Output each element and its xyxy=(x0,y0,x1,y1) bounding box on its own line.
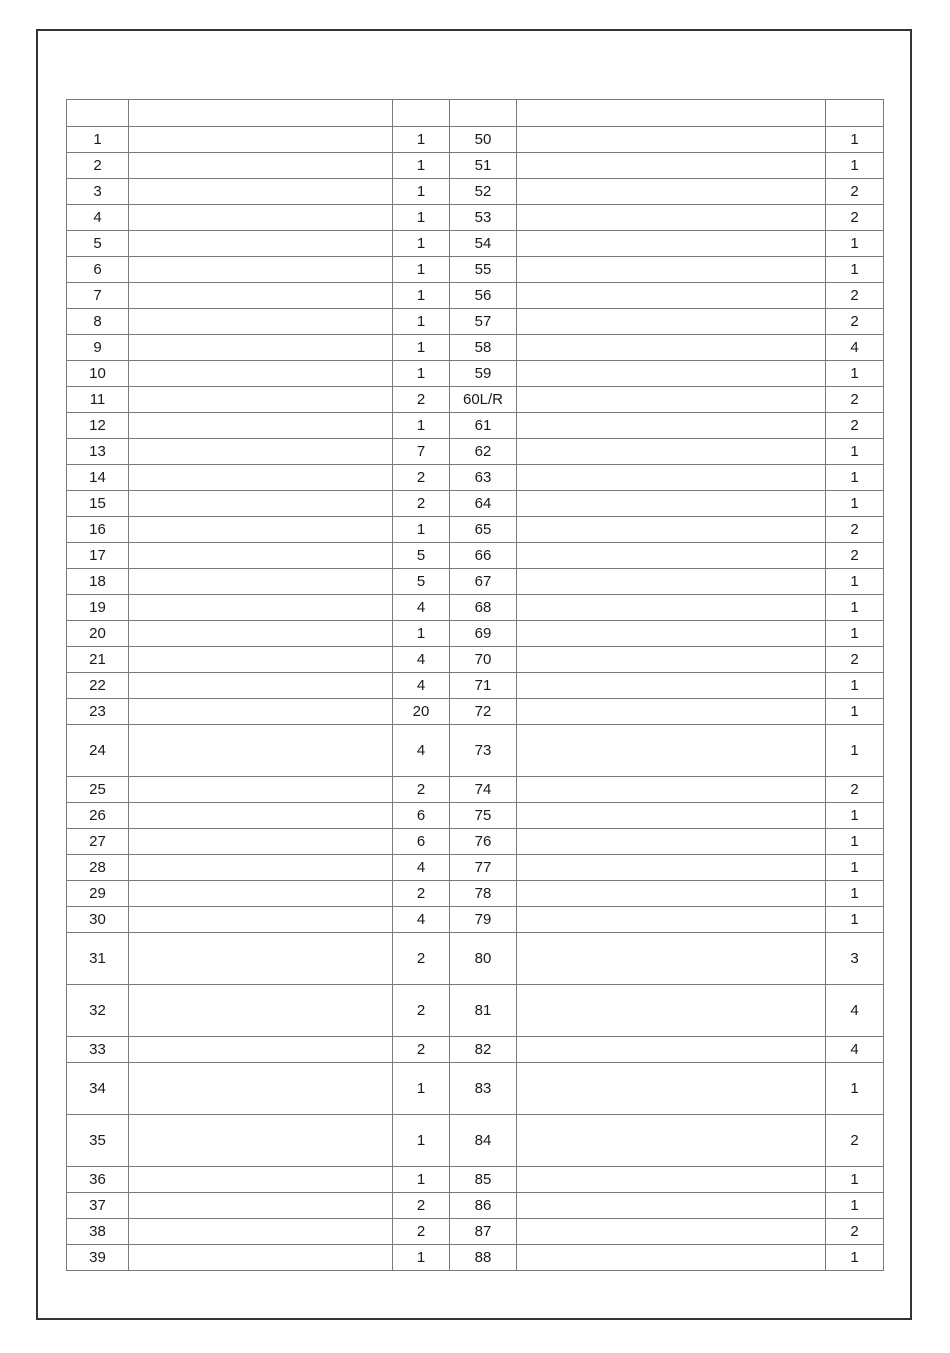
quantity-cell: 1 xyxy=(393,257,450,283)
description-cell xyxy=(517,569,826,595)
quantity-cell: 2 xyxy=(393,777,450,803)
quantity-cell: 4 xyxy=(393,673,450,699)
part-number-cell: 26 xyxy=(67,803,129,829)
part-number-cell: 69 xyxy=(450,621,517,647)
table-row xyxy=(67,907,884,933)
description-cell xyxy=(517,595,826,621)
part-number-cell: 20 xyxy=(67,621,129,647)
table-row xyxy=(67,1115,884,1167)
description-cell xyxy=(517,1219,826,1245)
description-cell xyxy=(129,699,393,725)
table-row xyxy=(67,777,884,803)
description-cell xyxy=(517,647,826,673)
description-cell xyxy=(129,1063,393,1115)
description-cell xyxy=(129,465,393,491)
header-cell-qty-1 xyxy=(393,100,450,127)
part-number-cell: 12 xyxy=(67,413,129,439)
table-row xyxy=(67,413,884,439)
part-number-cell: 83 xyxy=(450,1063,517,1115)
description-cell xyxy=(517,777,826,803)
quantity-cell: 1 xyxy=(393,1115,450,1167)
part-number-cell: 9 xyxy=(67,335,129,361)
table-row xyxy=(67,855,884,881)
quantity-cell: 6 xyxy=(393,803,450,829)
table-row xyxy=(67,725,884,777)
part-number-cell: 8 xyxy=(67,309,129,335)
description-cell xyxy=(517,439,826,465)
quantity-cell: 1 xyxy=(826,127,884,153)
part-number-cell: 36 xyxy=(67,1167,129,1193)
quantity-cell: 2 xyxy=(826,777,884,803)
part-number-cell: 17 xyxy=(67,543,129,569)
quantity-cell: 2 xyxy=(826,1115,884,1167)
part-number-cell: 72 xyxy=(450,699,517,725)
quantity-cell: 1 xyxy=(393,335,450,361)
table-row xyxy=(67,335,884,361)
description-cell xyxy=(129,491,393,517)
part-number-cell: 38 xyxy=(67,1219,129,1245)
description-cell xyxy=(129,439,393,465)
quantity-cell: 5 xyxy=(393,543,450,569)
quantity-cell: 1 xyxy=(826,621,884,647)
table-row xyxy=(67,283,884,309)
table-row xyxy=(67,985,884,1037)
part-number-cell: 28 xyxy=(67,855,129,881)
quantity-cell: 1 xyxy=(393,205,450,231)
quantity-cell: 1 xyxy=(393,309,450,335)
quantity-cell: 1 xyxy=(393,413,450,439)
quantity-cell: 2 xyxy=(393,881,450,907)
description-cell xyxy=(129,855,393,881)
description-cell xyxy=(517,855,826,881)
quantity-cell: 1 xyxy=(826,361,884,387)
part-number-cell: 21 xyxy=(67,647,129,673)
description-cell xyxy=(129,543,393,569)
quantity-cell: 4 xyxy=(393,907,450,933)
part-number-cell: 63 xyxy=(450,465,517,491)
part-number-cell: 14 xyxy=(67,465,129,491)
part-number-cell: 66 xyxy=(450,543,517,569)
part-number-cell: 68 xyxy=(450,595,517,621)
part-number-cell: 3 xyxy=(67,179,129,205)
description-cell xyxy=(129,725,393,777)
quantity-cell: 1 xyxy=(826,231,884,257)
table-row xyxy=(67,127,884,153)
table-row xyxy=(67,647,884,673)
description-cell xyxy=(517,1167,826,1193)
quantity-cell: 1 xyxy=(393,1167,450,1193)
part-number-cell: 33 xyxy=(67,1037,129,1063)
part-number-cell: 88 xyxy=(450,1245,517,1271)
quantity-cell: 1 xyxy=(826,569,884,595)
quantity-cell: 2 xyxy=(393,1193,450,1219)
description-cell xyxy=(129,595,393,621)
part-number-cell: 60L/R xyxy=(450,387,517,413)
description-cell xyxy=(129,1115,393,1167)
part-number-cell: 4 xyxy=(67,205,129,231)
description-cell xyxy=(517,985,826,1037)
description-cell xyxy=(129,777,393,803)
quantity-cell: 1 xyxy=(393,361,450,387)
description-cell xyxy=(517,1115,826,1167)
quantity-cell: 1 xyxy=(826,1063,884,1115)
description-cell xyxy=(129,881,393,907)
part-number-cell: 51 xyxy=(450,153,517,179)
header-cell-desc-1 xyxy=(129,100,393,127)
description-cell xyxy=(129,1167,393,1193)
quantity-cell: 1 xyxy=(393,1245,450,1271)
quantity-cell: 1 xyxy=(826,699,884,725)
part-number-cell: 76 xyxy=(450,829,517,855)
description-cell xyxy=(517,387,826,413)
table-row xyxy=(67,1037,884,1063)
table-row xyxy=(67,387,884,413)
description-cell xyxy=(517,881,826,907)
part-number-cell: 13 xyxy=(67,439,129,465)
table-row xyxy=(67,1193,884,1219)
header-cell-no-1 xyxy=(67,100,129,127)
quantity-cell: 1 xyxy=(826,1167,884,1193)
quantity-cell: 2 xyxy=(826,1219,884,1245)
quantity-cell: 2 xyxy=(393,491,450,517)
description-cell xyxy=(129,283,393,309)
quantity-cell: 2 xyxy=(826,283,884,309)
description-cell xyxy=(517,699,826,725)
quantity-cell: 4 xyxy=(393,595,450,621)
part-number-cell: 84 xyxy=(450,1115,517,1167)
table-row xyxy=(67,933,884,985)
part-number-cell: 67 xyxy=(450,569,517,595)
part-number-cell: 73 xyxy=(450,725,517,777)
description-cell xyxy=(517,1037,826,1063)
part-number-cell: 65 xyxy=(450,517,517,543)
quantity-cell: 7 xyxy=(393,439,450,465)
part-number-cell: 54 xyxy=(450,231,517,257)
part-number-cell: 34 xyxy=(67,1063,129,1115)
quantity-cell: 1 xyxy=(826,1193,884,1219)
description-cell xyxy=(129,933,393,985)
table-row xyxy=(67,361,884,387)
table-row xyxy=(67,465,884,491)
part-number-cell: 39 xyxy=(67,1245,129,1271)
quantity-cell: 1 xyxy=(393,179,450,205)
part-number-cell: 35 xyxy=(67,1115,129,1167)
description-cell xyxy=(129,907,393,933)
part-number-cell: 50 xyxy=(450,127,517,153)
description-cell xyxy=(129,361,393,387)
description-cell xyxy=(517,205,826,231)
description-cell xyxy=(129,205,393,231)
table-row xyxy=(67,439,884,465)
part-number-cell: 82 xyxy=(450,1037,517,1063)
quantity-cell: 1 xyxy=(826,595,884,621)
quantity-cell: 2 xyxy=(826,413,884,439)
part-number-cell: 5 xyxy=(67,231,129,257)
part-number-cell: 11 xyxy=(67,387,129,413)
quantity-cell: 2 xyxy=(826,309,884,335)
table-row xyxy=(67,1063,884,1115)
description-cell xyxy=(517,1063,826,1115)
quantity-cell: 2 xyxy=(393,933,450,985)
description-cell xyxy=(129,127,393,153)
description-cell xyxy=(129,309,393,335)
quantity-cell: 2 xyxy=(826,647,884,673)
quantity-cell: 2 xyxy=(826,205,884,231)
description-cell xyxy=(517,257,826,283)
header-cell-desc-2 xyxy=(517,100,826,127)
description-cell xyxy=(129,1037,393,1063)
description-cell xyxy=(517,1193,826,1219)
description-cell xyxy=(129,673,393,699)
description-cell xyxy=(129,413,393,439)
part-number-cell: 29 xyxy=(67,881,129,907)
parts-table xyxy=(66,99,884,1271)
quantity-cell: 1 xyxy=(826,881,884,907)
description-cell xyxy=(517,933,826,985)
quantity-cell: 1 xyxy=(393,153,450,179)
table-row xyxy=(67,153,884,179)
quantity-cell: 2 xyxy=(393,1219,450,1245)
quantity-cell: 1 xyxy=(826,829,884,855)
table-row xyxy=(67,621,884,647)
description-cell xyxy=(129,231,393,257)
part-number-cell: 19 xyxy=(67,595,129,621)
description-cell xyxy=(129,1219,393,1245)
table-row xyxy=(67,179,884,205)
part-number-cell: 6 xyxy=(67,257,129,283)
table-row xyxy=(67,543,884,569)
quantity-cell: 1 xyxy=(826,725,884,777)
part-number-cell: 59 xyxy=(450,361,517,387)
part-number-cell: 16 xyxy=(67,517,129,543)
quantity-cell: 1 xyxy=(826,465,884,491)
part-number-cell: 80 xyxy=(450,933,517,985)
description-cell xyxy=(517,517,826,543)
part-number-cell: 70 xyxy=(450,647,517,673)
description-cell xyxy=(517,179,826,205)
part-number-cell: 23 xyxy=(67,699,129,725)
part-number-cell: 25 xyxy=(67,777,129,803)
quantity-cell: 1 xyxy=(393,1063,450,1115)
part-number-cell: 53 xyxy=(450,205,517,231)
part-number-cell: 18 xyxy=(67,569,129,595)
description-cell xyxy=(517,907,826,933)
description-cell xyxy=(517,335,826,361)
part-number-cell: 79 xyxy=(450,907,517,933)
part-number-cell: 27 xyxy=(67,829,129,855)
part-number-cell: 56 xyxy=(450,283,517,309)
table-row xyxy=(67,673,884,699)
quantity-cell: 2 xyxy=(393,387,450,413)
description-cell xyxy=(517,1245,826,1271)
part-number-cell: 58 xyxy=(450,335,517,361)
table-row xyxy=(67,491,884,517)
part-number-cell: 15 xyxy=(67,491,129,517)
part-number-cell: 37 xyxy=(67,1193,129,1219)
part-number-cell: 81 xyxy=(450,985,517,1037)
quantity-cell: 1 xyxy=(826,855,884,881)
description-cell xyxy=(517,725,826,777)
table-row xyxy=(67,205,884,231)
quantity-cell: 5 xyxy=(393,569,450,595)
quantity-cell: 1 xyxy=(826,439,884,465)
quantity-cell: 4 xyxy=(393,855,450,881)
table-row xyxy=(67,231,884,257)
quantity-cell: 1 xyxy=(393,231,450,257)
quantity-cell: 1 xyxy=(826,257,884,283)
quantity-cell: 1 xyxy=(826,153,884,179)
part-number-cell: 74 xyxy=(450,777,517,803)
table-row xyxy=(67,517,884,543)
part-number-cell: 78 xyxy=(450,881,517,907)
quantity-cell: 1 xyxy=(826,803,884,829)
quantity-cell: 1 xyxy=(826,1245,884,1271)
table-row xyxy=(67,1219,884,1245)
part-number-cell: 31 xyxy=(67,933,129,985)
part-number-cell: 24 xyxy=(67,725,129,777)
description-cell xyxy=(517,621,826,647)
description-cell xyxy=(129,517,393,543)
description-cell xyxy=(517,829,826,855)
part-number-cell: 85 xyxy=(450,1167,517,1193)
part-number-cell: 1 xyxy=(67,127,129,153)
description-cell xyxy=(517,465,826,491)
table-row xyxy=(67,699,884,725)
part-number-cell: 71 xyxy=(450,673,517,699)
quantity-cell: 20 xyxy=(393,699,450,725)
part-number-cell: 30 xyxy=(67,907,129,933)
part-number-cell: 61 xyxy=(450,413,517,439)
quantity-cell: 4 xyxy=(826,1037,884,1063)
table-row xyxy=(67,595,884,621)
description-cell xyxy=(517,127,826,153)
table-row xyxy=(67,803,884,829)
quantity-cell: 2 xyxy=(826,517,884,543)
quantity-cell: 4 xyxy=(393,725,450,777)
part-number-cell: 32 xyxy=(67,985,129,1037)
table-row xyxy=(67,1245,884,1271)
description-cell xyxy=(129,1193,393,1219)
description-cell xyxy=(517,309,826,335)
quantity-cell: 6 xyxy=(393,829,450,855)
description-cell xyxy=(129,335,393,361)
quantity-cell: 1 xyxy=(393,621,450,647)
part-number-cell: 55 xyxy=(450,257,517,283)
table-row xyxy=(67,1167,884,1193)
table-row xyxy=(67,257,884,283)
part-number-cell: 87 xyxy=(450,1219,517,1245)
quantity-cell: 2 xyxy=(826,179,884,205)
table-row xyxy=(67,569,884,595)
part-number-cell: 10 xyxy=(67,361,129,387)
description-cell xyxy=(129,1245,393,1271)
part-number-cell: 52 xyxy=(450,179,517,205)
description-cell xyxy=(129,985,393,1037)
quantity-cell: 3 xyxy=(826,933,884,985)
quantity-cell: 4 xyxy=(826,335,884,361)
quantity-cell: 2 xyxy=(393,465,450,491)
description-cell xyxy=(517,803,826,829)
quantity-cell: 1 xyxy=(393,283,450,309)
quantity-cell: 2 xyxy=(826,387,884,413)
quantity-cell: 1 xyxy=(393,517,450,543)
part-number-cell: 62 xyxy=(450,439,517,465)
part-number-cell: 86 xyxy=(450,1193,517,1219)
description-cell xyxy=(517,491,826,517)
description-cell xyxy=(129,621,393,647)
description-cell xyxy=(129,803,393,829)
description-cell xyxy=(129,387,393,413)
part-number-cell: 22 xyxy=(67,673,129,699)
part-number-cell: 64 xyxy=(450,491,517,517)
description-cell xyxy=(517,673,826,699)
quantity-cell: 1 xyxy=(826,673,884,699)
quantity-cell: 2 xyxy=(393,985,450,1037)
description-cell xyxy=(517,361,826,387)
description-cell xyxy=(129,829,393,855)
part-number-cell: 7 xyxy=(67,283,129,309)
description-cell xyxy=(129,153,393,179)
quantity-cell: 2 xyxy=(826,543,884,569)
header-cell-qty-2 xyxy=(826,100,884,127)
table-row xyxy=(67,309,884,335)
part-number-cell: 77 xyxy=(450,855,517,881)
quantity-cell: 1 xyxy=(826,491,884,517)
quantity-cell: 4 xyxy=(393,647,450,673)
quantity-cell: 4 xyxy=(826,985,884,1037)
quantity-cell: 2 xyxy=(393,1037,450,1063)
table-row xyxy=(67,881,884,907)
description-cell xyxy=(129,647,393,673)
description-cell xyxy=(129,257,393,283)
description-cell xyxy=(517,153,826,179)
header-cell-no-2 xyxy=(450,100,517,127)
description-cell xyxy=(517,283,826,309)
part-number-cell: 75 xyxy=(450,803,517,829)
description-cell xyxy=(517,543,826,569)
quantity-cell: 1 xyxy=(393,127,450,153)
description-cell xyxy=(129,569,393,595)
description-cell xyxy=(517,231,826,257)
part-number-cell: 2 xyxy=(67,153,129,179)
description-cell xyxy=(517,413,826,439)
description-cell xyxy=(129,179,393,205)
part-number-cell: 57 xyxy=(450,309,517,335)
table-row xyxy=(67,829,884,855)
table-header-row xyxy=(67,100,884,127)
quantity-cell: 1 xyxy=(826,907,884,933)
